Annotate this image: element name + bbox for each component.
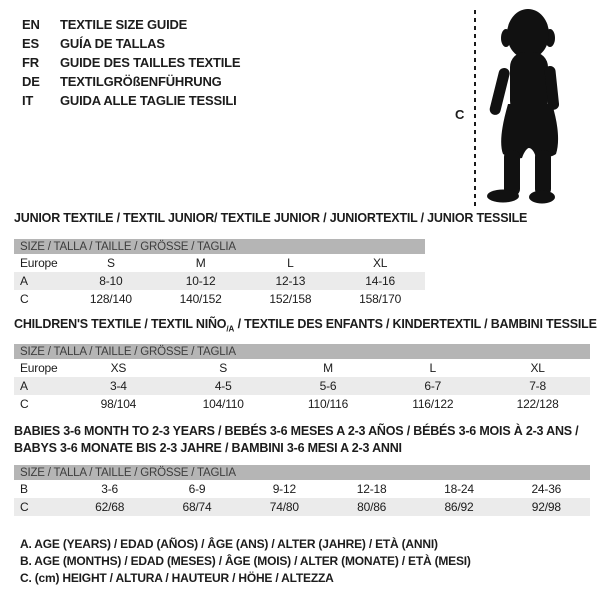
junior-table-rows [14,254,425,308]
children-table-rows [14,359,590,413]
table-cell: 6-7 [424,379,442,393]
language-row-es [22,34,240,53]
table-cell: 24-36 [531,482,562,496]
language-code: EN [22,17,40,32]
table-row [14,359,590,377]
size-header-bar [14,344,590,359]
height-measure-line [474,10,476,208]
table-cell: 3-4 [110,379,127,393]
table-cell: 62/68 [95,500,125,514]
table-cell: 122/128 [516,397,559,411]
table-cell: M [323,361,333,375]
table-cell: 86/92 [444,500,474,514]
size-header-bar [14,465,590,480]
table-cell: 9-12 [272,482,296,496]
children-table-title-rest: / TEXTILE DES ENFANTS / KINDERTEXTIL / BAMBINI TESSILE [234,317,597,331]
table-row [14,395,590,413]
table-row [14,498,590,516]
table-cell: 152/158 [269,292,312,306]
babies-table-title-line1: BABIES 3-6 MONTH TO 2-3 YEARS / BEBÉS 3-6 MESES A 2-3 AÑOS / BÉBÉS 3-6 MOIS À 2-3 ANS / [14,424,579,438]
babies-size-table [14,465,590,516]
table-cell: XL [372,256,388,270]
table-cell: 110/116 [307,397,349,411]
table-cell: 80/86 [357,500,387,514]
table-row [14,480,590,498]
table-cell: S [219,361,228,375]
language-title: TEXTILE SIZE GUIDE [60,17,188,32]
row-label: Europe [20,256,58,270]
table-cell: 116/122 [412,397,454,411]
babies-table-rows [14,480,590,516]
table-cell: 7-8 [529,379,546,393]
table-cell: 8-10 [99,274,123,288]
language-row-it [22,91,240,110]
table-cell: 5-6 [319,379,337,393]
language-title: GUÍA DE TALLAS [60,36,165,51]
height-measure-label: C [455,107,465,122]
children-size-table [14,344,590,413]
table-cell: XL [530,361,545,375]
note-height-cm: C. (cm) HEIGHT / ALTURA / HAUTEUR / HÖHE / ALTEZZA [20,570,334,585]
table-cell: 104/110 [202,397,244,411]
row-label: C [20,500,29,514]
row-label: A [20,274,28,288]
table-cell: 158/170 [359,292,402,306]
size-header-text: SIZE / TALLA / TAILLE / GRÖSSE / TAGLIA [20,240,236,253]
language-code: IT [22,93,34,108]
junior-table-title [14,211,527,225]
table-cell: 74/80 [269,500,299,514]
size-header-bar [14,239,425,254]
table-row [14,254,425,272]
table-cell: M [195,256,206,270]
table-cell: 128/140 [89,292,132,306]
legend-notes [20,535,471,586]
language-row-en [22,15,240,34]
table-cell: S [106,256,115,270]
table-cell: L [429,361,437,375]
table-row [14,272,425,290]
language-title: GUIDA ALLE TAGLIE TESSILI [60,93,237,108]
note-age-months: B. AGE (MONTHS) / EDAD (MESES) / ÂGE (MOIS) / ALTER (MONATE) / ETÀ (MESI) [20,553,471,568]
babies-table-title-line2: BABYS 3-6 MONATE BIS 2-3 JAHRE / BAMBINI 3-6 MESI A 2-3 ANNI [14,441,402,455]
table-cell: 4-5 [214,379,232,393]
language-code: ES [22,36,39,51]
row-label: A [20,379,28,393]
row-label: C [20,292,29,306]
table-cell: 12-13 [275,274,306,288]
language-title: TEXTILGRÖßENFÜHRUNG [60,74,222,89]
size-header-text: SIZE / TALLA / TAILLE / GRÖSSE / TAGLIA [20,466,236,479]
table-cell: 14-16 [365,274,395,288]
table-cell: 140/152 [179,292,222,306]
language-code: DE [22,74,40,89]
table-cell: L [287,256,294,270]
language-row-fr [22,53,240,72]
table-cell: 18-24 [444,482,474,496]
language-code: FR [22,55,39,70]
language-row-de [22,72,240,91]
row-label: C [20,397,29,411]
table-cell: 92/98 [531,500,561,514]
row-label: Europe [20,361,58,375]
children-table-title-text: CHILDREN'S TEXTILE / TEXTIL NIÑO [14,317,227,331]
size-header-text: SIZE / TALLA / TAILLE / GRÖSSE / TAGLIA [20,345,236,358]
table-row [14,290,425,308]
table-cell: 68/74 [182,500,212,514]
children-table-title [14,317,597,334]
babies-table-title [14,423,578,457]
table-cell: 3-6 [101,482,119,496]
language-title-list [22,15,240,110]
junior-table-title-text: JUNIOR TEXTILE / TEXTIL JUNIOR/ TEXTILE JUNIOR / JUNIORTEXTIL / JUNIOR TESSILE [14,211,528,225]
note-age-years: A. AGE (YEARS) / EDAD (AÑOS) / ÂGE (ANS) / ALTER (JAHRE) / ETÀ (ANNI) [20,536,438,551]
baby-silhouette-icon [480,8,575,206]
table-row [14,377,590,395]
table-cell: 6-9 [188,482,206,496]
table-cell: 12-18 [356,482,387,496]
table-cell: 10-12 [185,274,216,288]
language-title: GUIDE DES TAILLES TEXTILE [60,55,241,70]
junior-size-table [14,239,425,308]
table-cell: XS [110,361,127,375]
children-table-title-sub: /A [226,324,235,334]
table-cell: 98/104 [100,397,137,411]
row-label: B [20,482,28,496]
